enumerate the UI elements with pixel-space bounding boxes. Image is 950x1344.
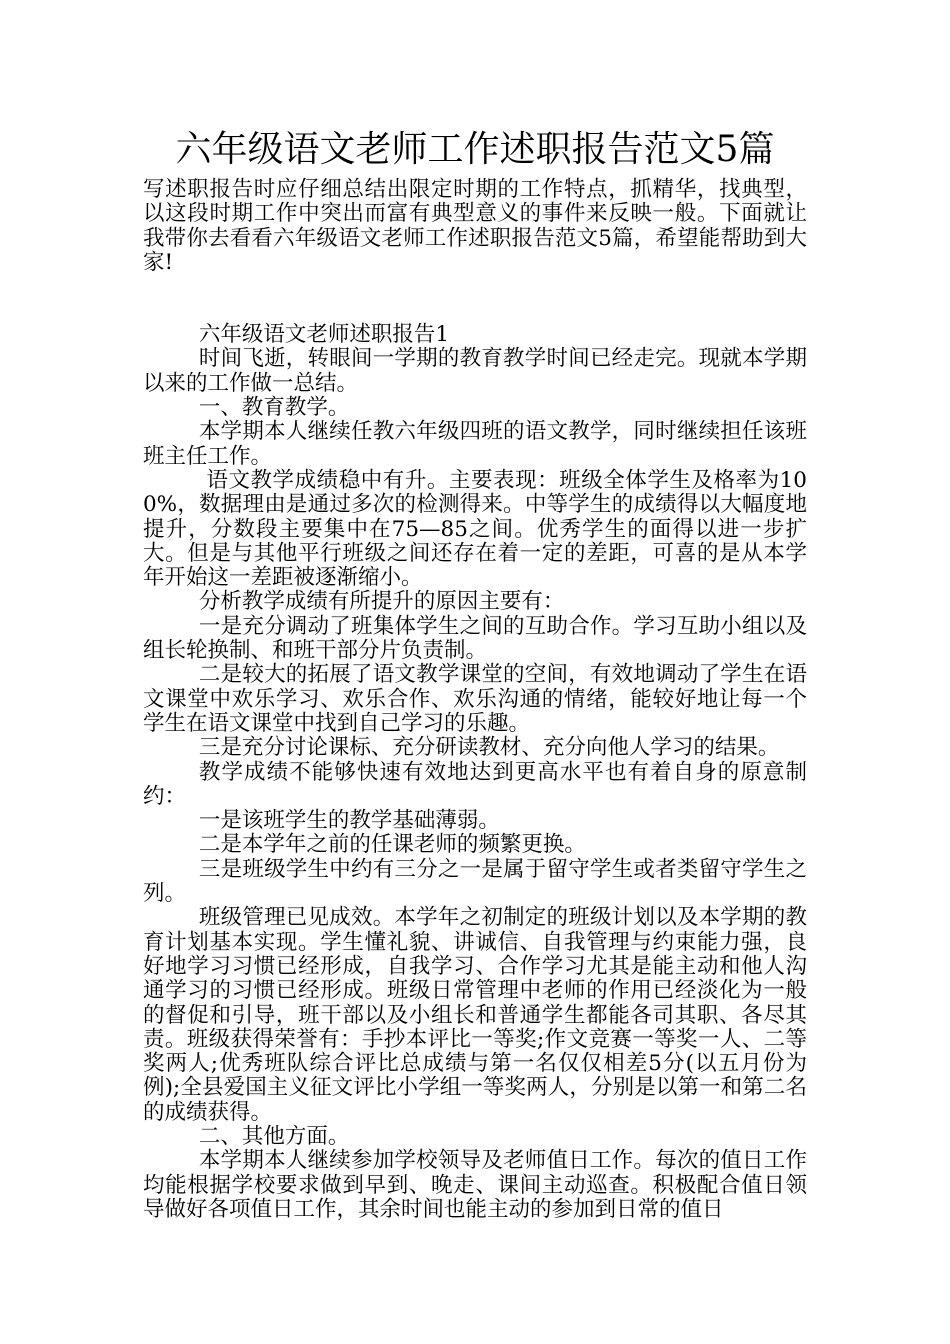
section-heading: 一、教育教学。 xyxy=(198,395,350,421)
body-paragraph: 教学成绩不能够快速有效地达到更高水平也有着自身的原意制约： xyxy=(143,759,807,809)
list-item: 二是较大的拓展了语文教学课堂的空间，有效地调动了学生在语文课堂中欢乐学习、欢乐合作、欢乐沟通的情绪，能较好地让每一个学生在语文课堂中找到自己学习的乐趣。 xyxy=(143,662,807,736)
document-body xyxy=(143,178,807,1222)
paragraph-gap xyxy=(143,275,807,323)
list-item: 一是充分调动了班集体学生之间的互助合作。学习互助小组以及组长轮换制、和班干部分片负责制。 xyxy=(143,613,807,664)
body-paragraph: 本学期本人继续任教六年级四班的语文教学，同时继续担任该班班主任工作。 xyxy=(143,419,807,469)
document-title: 六年级语文老师工作述职报告范文5篇 xyxy=(175,129,775,170)
section-heading: 六年级语文老师述职报告1 xyxy=(198,322,450,348)
body-paragraph: 时间飞逝，转眼间一学期的教育教学时间已经走完。现就本学期以来的工作做一总结。 xyxy=(143,346,807,396)
list-item: 二是本学年之前的任课老师的频繁更换。 xyxy=(198,832,586,858)
body-paragraph: 分析教学成绩有所提升的原因主要有： xyxy=(198,589,565,615)
section-heading: 二、其他方面。 xyxy=(198,1123,350,1149)
intro-paragraph: 写述职报告时应仔细总结出限定时期的工作特点，抓精华，找典型，以这段时期工作中突出而富有典型意义的事件来反映一般。下面就让我带你去看看六年级语文老师工作述职报告范文5篇，希望能帮助到大家! xyxy=(143,177,807,275)
body-paragraph: 语文教学成绩稳中有升。主要表现：班级全体学生及格率为100%，数据理由是通过多次的检测得来。中等学生的成绩得以大幅度地提升，分数段主要集中在75—85之间。优秀学生的面得以进一步扩大。但是与其他平行班级之间还存在着一定的差距，可喜的是从本学年开始这一差距被逐渐缩小。 xyxy=(143,467,807,591)
list-item: 三是班级学生中约有三分之一是属于留守学生或者类留守学生之列。 xyxy=(143,856,807,907)
body-paragraph: 本学期本人继续参加学校领导及老师值日工作。每次的值日工作均能根据学校要求做到早到、晚走、课间主动巡查。积极配合值日领导做好各项值日工作，其余时间也能主动的参加到日常的值日 xyxy=(143,1148,807,1222)
body-paragraph: 班级管理已见成效。本学年之初制定的班级计划以及本学期的教育计划基本实现。学生懂礼貌、讲诚信、自我管理与约束能力强，良好地学习习惯已经形成，自我学习、合作学习尤其是能主动和他人沟通学习的习惯已经形成。班级日常管理中老师的作用已经淡化为一般的督促和引导，班干部以及小组长和普通学生都能各司其职、各尽其责。班级获得荣誉有：手抄本评比一等奖;作文竞赛一等奖一人、二等奖两人;优秀班队综合评比总成绩与第一名仅仅相差5分(以五月份为例);全县爱国主义征文评比小学组一等奖两人，分别是以第一和第二名的成绩获得。 xyxy=(143,905,807,1125)
list-item: 三是充分讨论课标、充分研读教材、充分向他人学习的结果。 xyxy=(198,735,780,761)
list-item: 一是该班学生的教学基础薄弱。 xyxy=(198,808,500,834)
